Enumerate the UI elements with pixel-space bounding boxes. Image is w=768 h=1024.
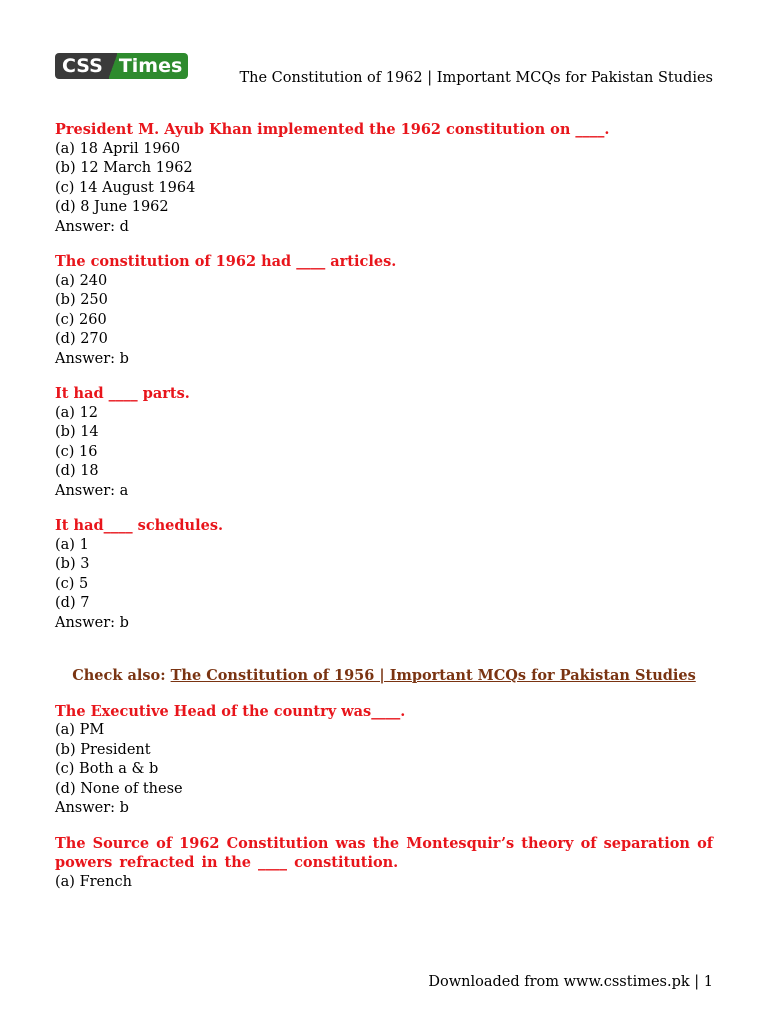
page-footer: Downloaded from www.csstimes.pk | 1 [428,974,713,990]
option: (a) French [55,873,132,890]
answer: Answer: b [55,800,129,816]
question-text: The constitution of 1962 had ____ articles. [55,253,397,270]
logo-text-times: Times [117,53,188,79]
option: (d) None of these [55,780,183,797]
question-text: The Executive Head of the country was____. [55,702,406,720]
option: (a) 1 [55,536,89,553]
question-5 [55,702,713,819]
option: (c) 5 [55,575,89,592]
option: (a) PM [55,722,105,738]
logo-slash [109,53,117,79]
option: (a) 12 [55,404,99,421]
option: (c) Both a & b [55,761,159,777]
question-1 [55,120,713,237]
question-4 [55,516,713,633]
option: (b) 3 [55,556,90,572]
mcq-content [55,120,713,907]
option: (c) 14 August 1964 [55,179,196,196]
option: (c) 260 [55,311,107,328]
logo-text-css: CSS [55,53,109,79]
question-3 [55,384,713,501]
option: (d) 8 June 1962 [55,199,169,215]
option: (b) 12 March 1962 [55,160,193,176]
question-text: It had ____ parts. [55,385,190,402]
question-2 [55,252,713,369]
answer: Answer: b [55,614,129,631]
option: (b) President [55,741,151,758]
check-also [55,666,713,686]
answer: Answer: b [55,350,129,367]
question-text: The Source of 1962 Constitution was the Montesquir’s theory of separation of powers refracted in the ____ constitution. [55,834,713,871]
check-also-prefix: Check also: [72,667,166,684]
option: (b) 250 [55,292,108,308]
option: (d) 270 [55,331,108,347]
page-header-title: The Constitution of 1962 | Important MCQs for Pakistan Studies [239,70,713,86]
question-6 [55,834,713,893]
option: (a) 240 [55,272,108,289]
csstimes-logo [55,53,188,79]
question-text: President M. Ayub Khan implemented the 1962 constitution on ____. [55,121,610,138]
option: (a) 18 April 1960 [55,140,181,157]
option: (d) 7 [55,595,90,611]
answer: Answer: d [55,218,129,235]
question-text: It had____ schedules. [55,517,224,534]
check-also-link[interactable]: The Constitution of 1956 | Important MCQs for Pakistan Studies [170,667,696,684]
option: (c) 16 [55,443,98,460]
option: (b) 14 [55,424,99,440]
answer: Answer: a [55,482,129,499]
option: (d) 18 [55,463,99,479]
